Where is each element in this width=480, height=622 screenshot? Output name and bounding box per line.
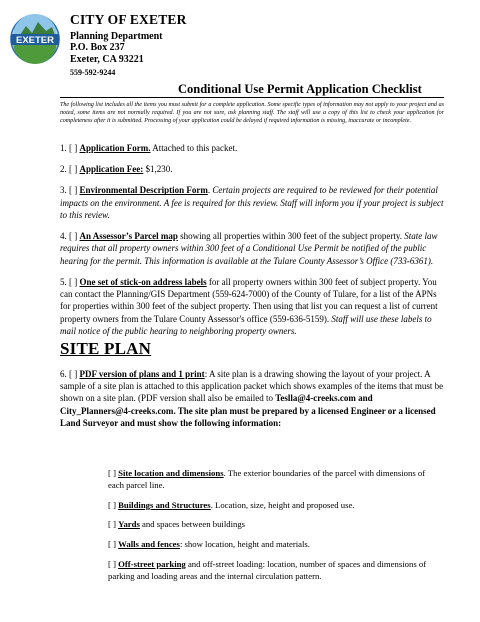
subitem-buildings: [ ] Buildings and Structures. Location, size, height and proposed use. (108, 499, 355, 510)
title-rule (60, 97, 444, 98)
item-heading: Application Fee: (79, 164, 144, 175)
org-address-block (70, 12, 187, 77)
item-heading: Environmental Description Form (79, 185, 208, 196)
city-line: Exeter, CA 93221 (70, 53, 144, 65)
subitem-walls-fences: [ ] Walls and fences: show location, height and materials. (108, 539, 310, 550)
site-plan-item: 6. [ ] PDF version of plans and 1 print: A site plan is a drawing showing the layout of your project. A sample of a site plan is attached to this application packet which shows examples of the items that must be shown on a site plan. (PDF version shall also be emailed to Teslla@4-creeks.com and City_Planners@4-creeks.com. The site plan must be prepared by a licensed Engineer or a licensed Land Surveyor and must show the following information: (60, 369, 444, 428)
email-link[interactable]: City_Planners@4-creeks.com (60, 405, 174, 416)
checklist-item-5: 5. [ ] One set of stick-on address labels for all property owners within 300 feet of subject property. You can contact the Planning/GIS Department (559-624-7000) of the County of Tulare, for a list of the APNs for properties within 300 feet of the subject property. Then using that list you can request a list of current property owners from the Tulare County Assessor's office (559-636-5159). Staff will use these labels to mail notice of the public hearing to neighboring property owners. (60, 276, 438, 336)
item-heading: One set of stick-on address labels (79, 276, 207, 287)
item-note: Certain projects are required to be reviewed for their potential impacts on the environment. A fee is required for this review. Staff will inform you if your project is subject to this review. (60, 185, 444, 220)
checklist-item-2: 2. [ ] Application Fee: $1,230. (60, 164, 173, 175)
checklist-item-1: 1. [ ] Application Form. Attached to this packet. (60, 143, 238, 153)
site-plan-heading: SITE PLAN (60, 339, 152, 358)
city-seal-logo (10, 14, 60, 64)
subitem-yards: [ ] Yards and spaces between buildings (108, 519, 246, 530)
po-box: P.O. Box 237 (70, 42, 125, 54)
item-heading: An Assessor’s Parcel map (79, 231, 178, 242)
checklist (60, 142, 444, 346)
item-heading: Application Form. (79, 143, 151, 153)
department: Planning Department (70, 30, 163, 42)
subitem-off-street-parking: [ ] Off-street parking and off-street loading: location, number of spaces and dimensions of parking and loading areas and the internal circulation pattern. (108, 559, 427, 581)
item-note: State law requires that all property owners within 300 feet of a Conditional Use Permit be notified of the public hearing for the permit. This information is available at the Tulare County Assessor’s Office (733-6361). (60, 231, 438, 266)
document-title: Conditional Use Permit Application Checklist (178, 82, 422, 96)
item-heading: PDF version of plans and 1 print (79, 369, 205, 379)
checklist-item-4: 4. [ ] An Assessor’s Parcel map showing all properties within 300 feet of the subject property. State law requires that all property owners within 300 feet of a Conditional Use Permit be notified of the public hearing for the permit. This information is available at the Tulare County Assessor’s Office (733-6361). (60, 231, 438, 266)
subitem-site-location: [ ] Site location and dimensions. The exterior boundaries of the parcel with dimensions of each parcel line. (108, 468, 426, 490)
item-note: Staff will use these labels to mail notice of the public hearing to neighboring property owners. (60, 313, 432, 336)
svg-text:EXETER: EXETER (15, 35, 55, 46)
phone: 559-592-9244 (70, 68, 116, 78)
site-plan-subitems (108, 468, 442, 591)
checklist-item-3: 3. [ ] Environmental Description Form. Certain projects are required to be reviewed for their potential impacts on the environment. A fee is required for this review. Staff will inform you if your project is subject to this review. (60, 185, 444, 220)
email-link[interactable]: Teslla@4-creeks.com (275, 393, 356, 404)
org-name: CITY OF EXETER (70, 12, 187, 27)
intro-paragraph: The following list includes all the items you must submit for a complete application. Some specific types of information may not apply to your project and as noted, some items are not normally required. If you are not sure, ask planning staff. The staff will use a copy of this list to check your application for completeness after it is submitted. Processing of your application could be delayed if required information is missing, inaccurate or incomplete. (60, 102, 444, 125)
